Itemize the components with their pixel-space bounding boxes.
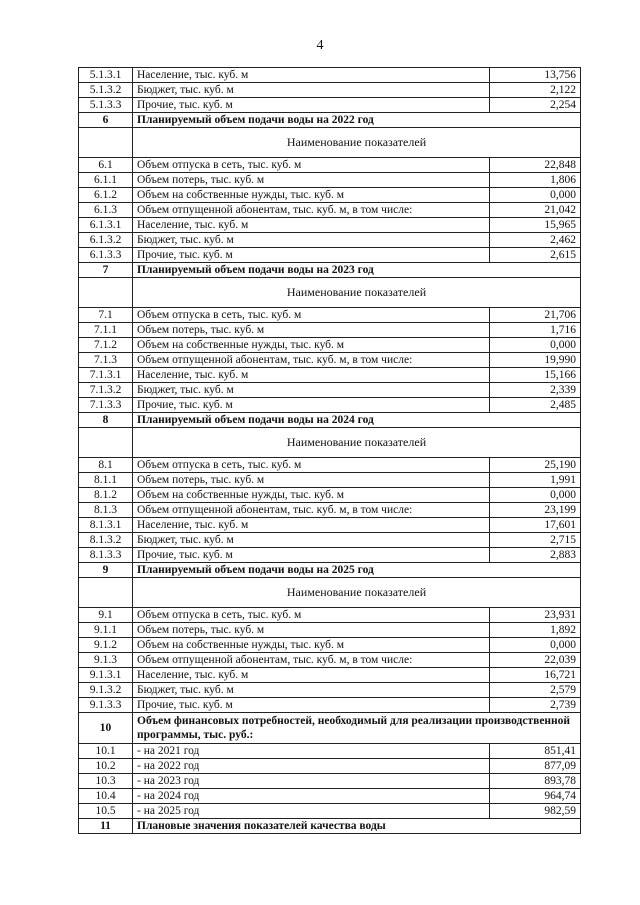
- row-number: 9.1.3.3: [79, 698, 133, 713]
- row-number: 10.2: [79, 759, 133, 774]
- indicator-value: 2,122: [490, 83, 581, 98]
- row-number: 8.1: [79, 458, 133, 473]
- table-row: [79, 188, 581, 203]
- row-number: 6.1.1: [79, 173, 133, 188]
- section-title: Планируемый объем подачи воды на 2022 год: [133, 113, 581, 128]
- table-row: [79, 383, 581, 398]
- indicator-name: Бюджет, тыс. куб. м: [133, 383, 490, 398]
- indicator-value: 22,848: [490, 158, 581, 173]
- column-heading: Наименование показателей: [133, 578, 581, 608]
- indicator-name: - на 2024 год: [133, 789, 490, 804]
- indicator-name: Объем потерь, тыс. куб. м: [133, 473, 490, 488]
- indicator-name: Объем на собственные нужды, тыс. куб. м: [133, 638, 490, 653]
- indicator-name: Население, тыс. куб. м: [133, 668, 490, 683]
- row-number: 9: [79, 563, 133, 578]
- indicator-value: 17,601: [490, 518, 581, 533]
- indicator-value: 1,716: [490, 323, 581, 338]
- row-number: 6.1.3.3: [79, 248, 133, 263]
- indicator-value: 2,615: [490, 248, 581, 263]
- section-title: Плановые значения показателей качества воды: [133, 819, 581, 834]
- column-heading: Наименование показателей: [133, 128, 581, 158]
- row-number: 6.1.3.2: [79, 233, 133, 248]
- indicator-value: 2,739: [490, 698, 581, 713]
- section-row: [79, 563, 581, 578]
- row-number-empty: [79, 578, 133, 608]
- row-number: 6: [79, 113, 133, 128]
- row-number: 8.1.3: [79, 503, 133, 518]
- row-number: 6.1.2: [79, 188, 133, 203]
- table-row: [79, 308, 581, 323]
- row-number: 5.1.3.1: [79, 68, 133, 83]
- indicator-value: 19,990: [490, 353, 581, 368]
- table-row: [79, 338, 581, 353]
- indicator-name: - на 2025 год: [133, 804, 490, 819]
- indicator-name: Объем отпуска в сеть, тыс. куб. м: [133, 608, 490, 623]
- table-row: [79, 804, 581, 819]
- table-row: [79, 744, 581, 759]
- table-row: [79, 248, 581, 263]
- section-row: [79, 113, 581, 128]
- table-row: [79, 548, 581, 563]
- row-number: 10.4: [79, 789, 133, 804]
- indicator-value: 0,000: [490, 188, 581, 203]
- indicator-name: Объем на собственные нужды, тыс. куб. м: [133, 488, 490, 503]
- indicator-name: Прочие, тыс. куб. м: [133, 698, 490, 713]
- section-row: [79, 819, 581, 834]
- column-heading: Наименование показателей: [133, 428, 581, 458]
- indicator-value: 893,78: [490, 774, 581, 789]
- table-row: [79, 203, 581, 218]
- page-number: 4: [316, 38, 324, 53]
- indicator-value: 2,883: [490, 548, 581, 563]
- indicator-name: Объем на собственные нужды, тыс. куб. м: [133, 188, 490, 203]
- table-row: [79, 608, 581, 623]
- table-row: [79, 683, 581, 698]
- row-number: 10.1: [79, 744, 133, 759]
- indicator-value: 2,579: [490, 683, 581, 698]
- section-row: [79, 263, 581, 278]
- section-row: [79, 413, 581, 428]
- row-number: 11: [79, 819, 133, 834]
- indicator-value: 0,000: [490, 638, 581, 653]
- row-number-empty: [79, 428, 133, 458]
- row-number: 8.1.1: [79, 473, 133, 488]
- indicator-value: 2,339: [490, 383, 581, 398]
- row-number: 9.1.2: [79, 638, 133, 653]
- row-number: 7.1.2: [79, 338, 133, 353]
- table-row: [79, 668, 581, 683]
- table-row: [79, 68, 581, 83]
- row-number: 8.1.3.3: [79, 548, 133, 563]
- row-number-empty: [79, 128, 133, 158]
- indicator-name: Прочие, тыс. куб. м: [133, 548, 490, 563]
- indicator-value: 22,039: [490, 653, 581, 668]
- section-title: Планируемый объем подачи воды на 2023 год: [133, 263, 581, 278]
- indicator-value: 0,000: [490, 338, 581, 353]
- row-number: 5.1.3.2: [79, 83, 133, 98]
- indicator-value: 2,462: [490, 233, 581, 248]
- table-row: [79, 503, 581, 518]
- table-row: [79, 623, 581, 638]
- row-number: 9.1: [79, 608, 133, 623]
- indicator-name: Прочие, тыс. куб. м: [133, 398, 490, 413]
- table-row: [79, 488, 581, 503]
- table-row: [79, 653, 581, 668]
- indicator-value: 23,931: [490, 608, 581, 623]
- row-number: 8.1.3.2: [79, 533, 133, 548]
- indicator-value: 21,706: [490, 308, 581, 323]
- row-number: 7.1.3.2: [79, 383, 133, 398]
- table-row: [79, 173, 581, 188]
- row-number: 6.1.3.1: [79, 218, 133, 233]
- indicator-value: 23,199: [490, 503, 581, 518]
- row-number: 8.1.3.1: [79, 518, 133, 533]
- indicator-name: Объем отпуска в сеть, тыс. куб. м: [133, 308, 490, 323]
- table-row: [79, 458, 581, 473]
- indicator-name: Объем потерь, тыс. куб. м: [133, 623, 490, 638]
- row-number-empty: [79, 278, 133, 308]
- indicator-name: Объем отпущенной абонентам, тыс. куб. м, в том числе:: [133, 653, 490, 668]
- indicator-name: Население, тыс. куб. м: [133, 218, 490, 233]
- row-number: 7.1.1: [79, 323, 133, 338]
- indicator-value: 15,965: [490, 218, 581, 233]
- indicator-name: Прочие, тыс. куб. м: [133, 98, 490, 113]
- indicator-name: Бюджет, тыс. куб. м: [133, 83, 490, 98]
- table-row: [79, 323, 581, 338]
- indicator-name: - на 2022 год: [133, 759, 490, 774]
- indicator-value: 1,806: [490, 173, 581, 188]
- table-row: [79, 518, 581, 533]
- table-row: [79, 759, 581, 774]
- row-number: 8.1.2: [79, 488, 133, 503]
- table-row: [79, 533, 581, 548]
- indicator-value: 851,41: [490, 744, 581, 759]
- indicator-name: - на 2021 год: [133, 744, 490, 759]
- section-title: Планируемый объем подачи воды на 2025 год: [133, 563, 581, 578]
- indicator-name: Население, тыс. куб. м: [133, 368, 490, 383]
- row-number: 10.3: [79, 774, 133, 789]
- row-number: 7.1.3: [79, 353, 133, 368]
- table-row: [79, 473, 581, 488]
- indicator-value: 982,59: [490, 804, 581, 819]
- heading-row: [79, 128, 581, 158]
- row-number: 7: [79, 263, 133, 278]
- row-number: 5.1.3.3: [79, 98, 133, 113]
- row-number: 7.1.3.1: [79, 368, 133, 383]
- indicator-value: 2,485: [490, 398, 581, 413]
- indicator-value: 2,254: [490, 98, 581, 113]
- table-row: [79, 789, 581, 804]
- heading-row: [79, 578, 581, 608]
- indicator-name: Население, тыс. куб. м: [133, 68, 490, 83]
- indicator-value: 1,991: [490, 473, 581, 488]
- indicator-name: Объем отпуска в сеть, тыс. куб. м: [133, 158, 490, 173]
- indicator-value: 13,756: [490, 68, 581, 83]
- column-heading: Наименование показателей: [133, 278, 581, 308]
- production-program-table: [78, 67, 581, 834]
- indicator-value: 15,166: [490, 368, 581, 383]
- row-number: 7.1.3.3: [79, 398, 133, 413]
- table-body: [79, 68, 581, 834]
- heading-row: [79, 278, 581, 308]
- row-number: 6.1: [79, 158, 133, 173]
- indicator-name: Население, тыс. куб. м: [133, 518, 490, 533]
- indicator-value: 2,715: [490, 533, 581, 548]
- table-row: [79, 83, 581, 98]
- indicator-name: Объем потерь, тыс. куб. м: [133, 323, 490, 338]
- heading-row: [79, 428, 581, 458]
- indicator-value: 877,09: [490, 759, 581, 774]
- indicator-name: Объем отпущенной абонентам, тыс. куб. м, в том числе:: [133, 503, 490, 518]
- table-row: [79, 398, 581, 413]
- row-number: 9.1.1: [79, 623, 133, 638]
- indicator-value: 1,892: [490, 623, 581, 638]
- indicator-name: Объем отпущенной абонентам, тыс. куб. м, в том числе:: [133, 203, 490, 218]
- row-number: 7.1: [79, 308, 133, 323]
- section-row: [79, 713, 581, 744]
- section-title: Планируемый объем подачи воды на 2024 год: [133, 413, 581, 428]
- indicator-name: - на 2023 год: [133, 774, 490, 789]
- section-title: Объем финансовых потребностей, необходимый для реализации производственной программы, тыс. руб.:: [133, 713, 581, 744]
- indicator-value: 21,042: [490, 203, 581, 218]
- row-number: 8: [79, 413, 133, 428]
- table-row: [79, 158, 581, 173]
- row-number: 9.1.3.2: [79, 683, 133, 698]
- indicator-name: Прочие, тыс. куб. м: [133, 248, 490, 263]
- table-row: [79, 368, 581, 383]
- table-row: [79, 353, 581, 368]
- indicator-name: Объем на собственные нужды, тыс. куб. м: [133, 338, 490, 353]
- indicator-name: Бюджет, тыс. куб. м: [133, 683, 490, 698]
- row-number: 10.5: [79, 804, 133, 819]
- row-number: 6.1.3: [79, 203, 133, 218]
- table-row: [79, 218, 581, 233]
- indicator-value: 16,721: [490, 668, 581, 683]
- indicator-value: 964,74: [490, 789, 581, 804]
- table-row: [79, 638, 581, 653]
- table-row: [79, 98, 581, 113]
- indicator-name: Бюджет, тыс. куб. м: [133, 533, 490, 548]
- indicator-name: Бюджет, тыс. куб. м: [133, 233, 490, 248]
- indicator-name: Объем отпуска в сеть, тыс. куб. м: [133, 458, 490, 473]
- table-row: [79, 774, 581, 789]
- indicator-value: 25,190: [490, 458, 581, 473]
- indicator-name: Объем потерь, тыс. куб. м: [133, 173, 490, 188]
- indicator-value: 0,000: [490, 488, 581, 503]
- indicator-name: Объем отпущенной абонентам, тыс. куб. м, в том числе:: [133, 353, 490, 368]
- row-number: 9.1.3.1: [79, 668, 133, 683]
- table-row: [79, 698, 581, 713]
- row-number: 10: [79, 713, 133, 744]
- table-row: [79, 233, 581, 248]
- row-number: 9.1.3: [79, 653, 133, 668]
